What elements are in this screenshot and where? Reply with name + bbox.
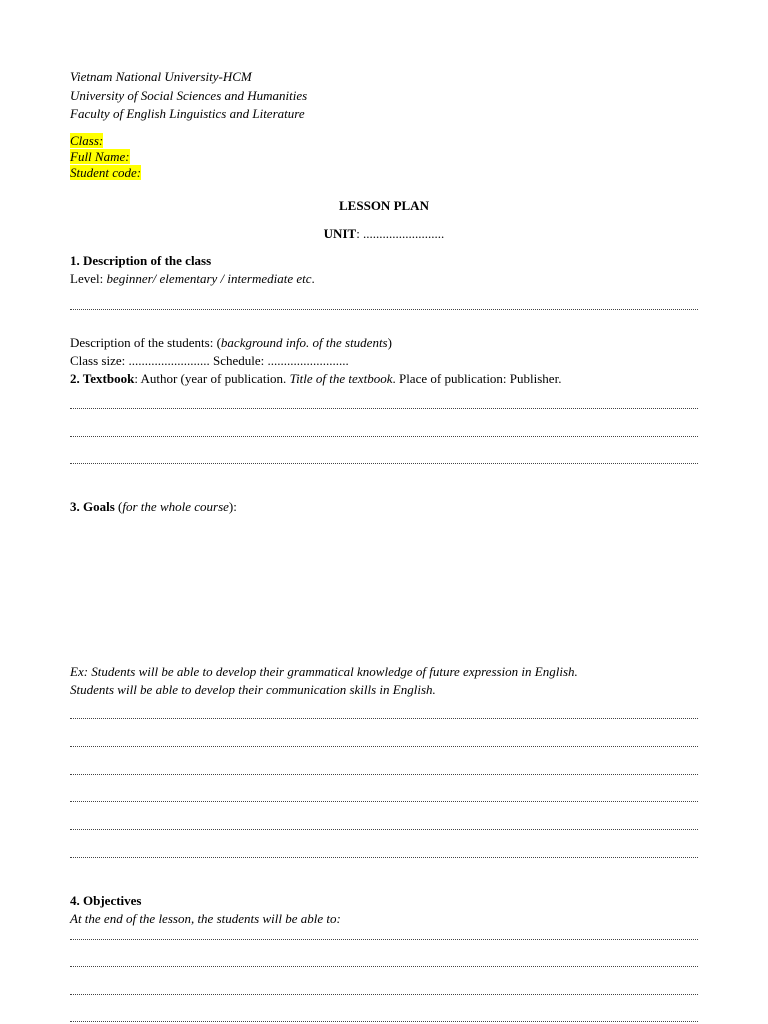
students-hint: background info. of the students [220, 335, 388, 350]
textbook-title-hint: Title of the textbook [289, 371, 393, 386]
goals-close: ): [228, 499, 237, 514]
objectives-answer-line[interactable] [70, 966, 698, 967]
university-name: Vietnam National University-HCM [70, 69, 252, 84]
goals-open: ( [114, 499, 123, 514]
textbook-text-b: . Place of publication: Publisher. [392, 371, 562, 386]
goals-answer-line[interactable] [70, 857, 698, 858]
goals-answer-line[interactable] [70, 829, 698, 830]
goals-line [70, 499, 237, 515]
goals-answer-line[interactable] [70, 746, 698, 747]
goals-answer-line[interactable] [70, 801, 698, 802]
goals-answer-line[interactable] [70, 718, 698, 719]
level-line [70, 271, 315, 287]
goals-example-2: Students will be able to develop their communication skills in English. [70, 682, 436, 697]
textbook-text-a: : Author (year of publication. [134, 371, 290, 386]
textbook-answer-line[interactable] [70, 436, 698, 437]
class-size-schedule-line: Class size: ......................... Schedule: ......................... [70, 353, 349, 368]
section3-heading: 3. Goals [70, 499, 115, 514]
section4-heading: 4. Objectives [70, 893, 142, 908]
student-code-label-row [70, 165, 141, 181]
unit-label: UNIT [323, 226, 357, 241]
class-label: Class: [70, 133, 104, 148]
level-hint: beginner/ elementary / intermediate etc [106, 271, 312, 286]
goals-example-1: Ex: Students will be able to develop their grammatical knowledge of future expression in English. [70, 664, 578, 679]
textbook-answer-line[interactable] [70, 408, 698, 409]
objectives-answer-line[interactable] [70, 939, 698, 940]
school-name: University of Social Sciences and Humanities [70, 88, 308, 103]
unit-line [0, 226, 768, 242]
level-label: Level: [70, 271, 107, 286]
class-label-row [70, 133, 103, 149]
students-end: ) [387, 335, 392, 350]
students-label: Description of the students: ( [70, 335, 221, 350]
faculty-name: Faculty of English Linguistics and Literature [70, 106, 305, 121]
objectives-lead: At the end of the lesson, the students will be able to: [70, 911, 341, 926]
unit-placeholder: : ......................... [356, 226, 445, 241]
full-name-label: Full Name: [70, 149, 130, 164]
section1-heading: 1. Description of the class [70, 253, 212, 268]
textbook-answer-line[interactable] [70, 463, 698, 464]
objectives-answer-line[interactable] [70, 994, 698, 995]
students-description-line [70, 335, 392, 351]
level-answer-line[interactable] [70, 309, 698, 310]
objectives-answer-line[interactable] [70, 1021, 698, 1022]
student-code-label: Student code: [70, 165, 142, 180]
goals-answer-line[interactable] [70, 774, 698, 775]
full-name-label-row [70, 149, 130, 165]
goals-hint: for the whole course [122, 499, 229, 514]
section2-heading: 2. Textbook [70, 371, 135, 386]
level-end: . [311, 271, 315, 286]
textbook-line [70, 371, 561, 387]
page-title: LESSON PLAN [339, 198, 429, 213]
